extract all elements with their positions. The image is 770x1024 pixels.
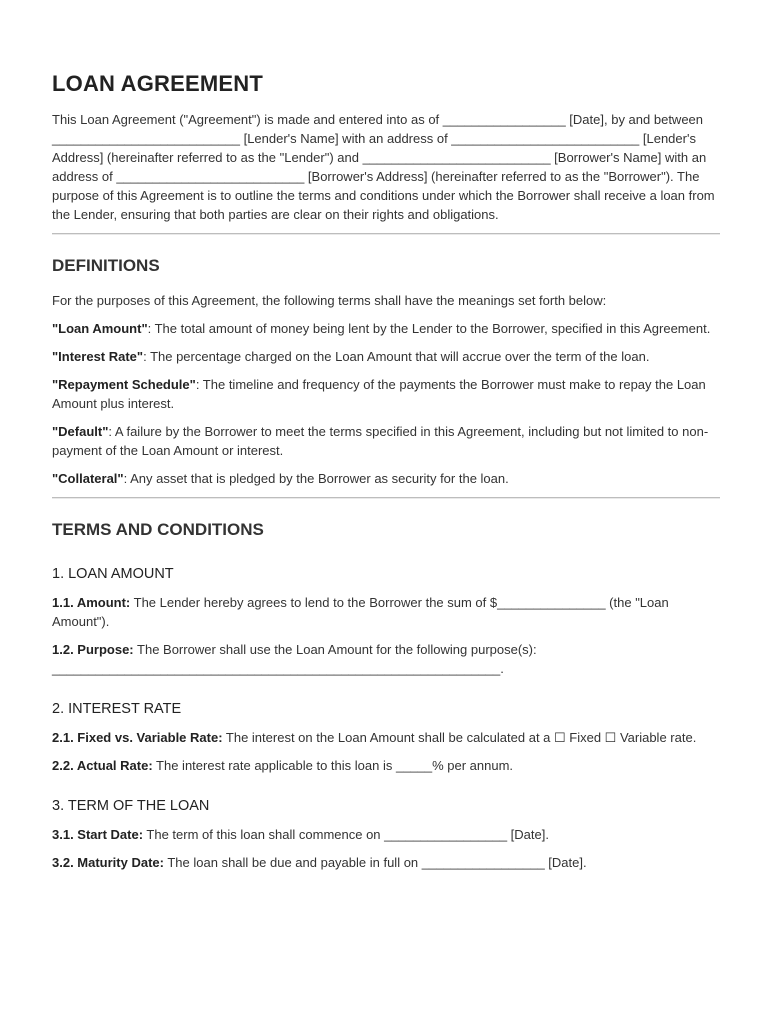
definition-term: "Loan Amount" (52, 321, 148, 336)
clause-text: The interest rate applicable to this loan is _____% per annum. (152, 758, 514, 773)
clause (52, 756, 720, 775)
definition-text: : The timeline and frequency of the payments the Borrower must make to repay the Loan Amount plus interest. (52, 377, 706, 411)
section-heading-term-of-loan: 3. TERM OF THE LOAN (52, 798, 210, 814)
document-page (52, 70, 720, 872)
definition-text: : A failure by the Borrower to meet the terms specified in this Agreement, including but not limited to non-payment of the Loan Amount or interest. (52, 424, 709, 458)
clause-label: 2.1. Fixed vs. Variable Rate: (52, 730, 223, 745)
definition-text: : The total amount of money being lent by the Lender to the Borrower, specified in this Agreement. (147, 321, 711, 336)
definition-term: "Collateral" (52, 471, 124, 486)
definitions-intro: For the purposes of this Agreement, the following terms shall have the meanings set forth below: (52, 293, 607, 308)
clause-label: 1.2. Purpose: (52, 642, 134, 657)
definition-term: "Interest Rate" (52, 349, 144, 364)
clause-label: 2.2. Actual Rate: (52, 758, 153, 773)
definitions-heading: DEFINITIONS (52, 256, 160, 275)
clause (52, 728, 720, 747)
intro-paragraph: This Loan Agreement ("Agreement") is made and entered into as of _________________ [Date], by and between __________________________ [Lender's Name] with an address of __________________________ [Lender's Address] (hereinafter referred to as the "Lender") and __________________________ [Borrower's Name] with an address of __________________________ [Borrower's Address] (hereinafter referred to as the "Borrower"). The purpose of this Agreement is to outline the terms and conditions under which the Borrower shall receive a loan from the Lender, ensuring that both parties are clear on their rights and obligations. (52, 112, 715, 222)
section-divider (52, 497, 720, 499)
definition-item (52, 347, 720, 366)
definition-item (52, 319, 720, 338)
clause (52, 853, 720, 872)
definition-text: : The percentage charged on the Loan Amount that will accrue over the term of the loan. (143, 349, 650, 364)
definition-item (52, 469, 720, 488)
definition-item (52, 422, 720, 460)
section-heading-loan-amount: 1. LOAN AMOUNT (52, 566, 174, 582)
definition-item (52, 375, 720, 413)
clause-label: 3.2. Maturity Date: (52, 855, 164, 870)
definition-text: : Any asset that is pledged by the Borrower as security for the loan. (123, 471, 509, 486)
clause-text: The Lender hereby agrees to lend to the Borrower the sum of $_______________ (the "Loan Amount"). (52, 595, 669, 629)
section-heading-interest-rate: 2. INTEREST RATE (52, 701, 182, 717)
clause-label: 3.1. Start Date: (52, 827, 144, 842)
clause-label: 1.1. Amount: (52, 595, 131, 610)
clause (52, 593, 720, 631)
clause-text: The Borrower shall use the Loan Amount for the following purpose(s): ______________________________________________________________. (52, 642, 537, 676)
definition-term: "Default" (52, 424, 109, 439)
clause (52, 825, 720, 844)
clause-text: The interest on the Loan Amount shall be calculated at a ☐ Fixed ☐ Variable rate. (222, 730, 697, 745)
section-divider (52, 233, 720, 235)
document-title: LOAN AGREEMENT (52, 71, 263, 96)
clause (52, 640, 720, 678)
clause-text: The loan shall be due and payable in full on _________________ [Date]. (163, 855, 587, 870)
clause-text: The term of this loan shall commence on _________________ [Date]. (143, 827, 549, 842)
definition-term: "Repayment Schedule" (52, 377, 196, 392)
terms-heading: TERMS AND CONDITIONS (52, 520, 264, 539)
